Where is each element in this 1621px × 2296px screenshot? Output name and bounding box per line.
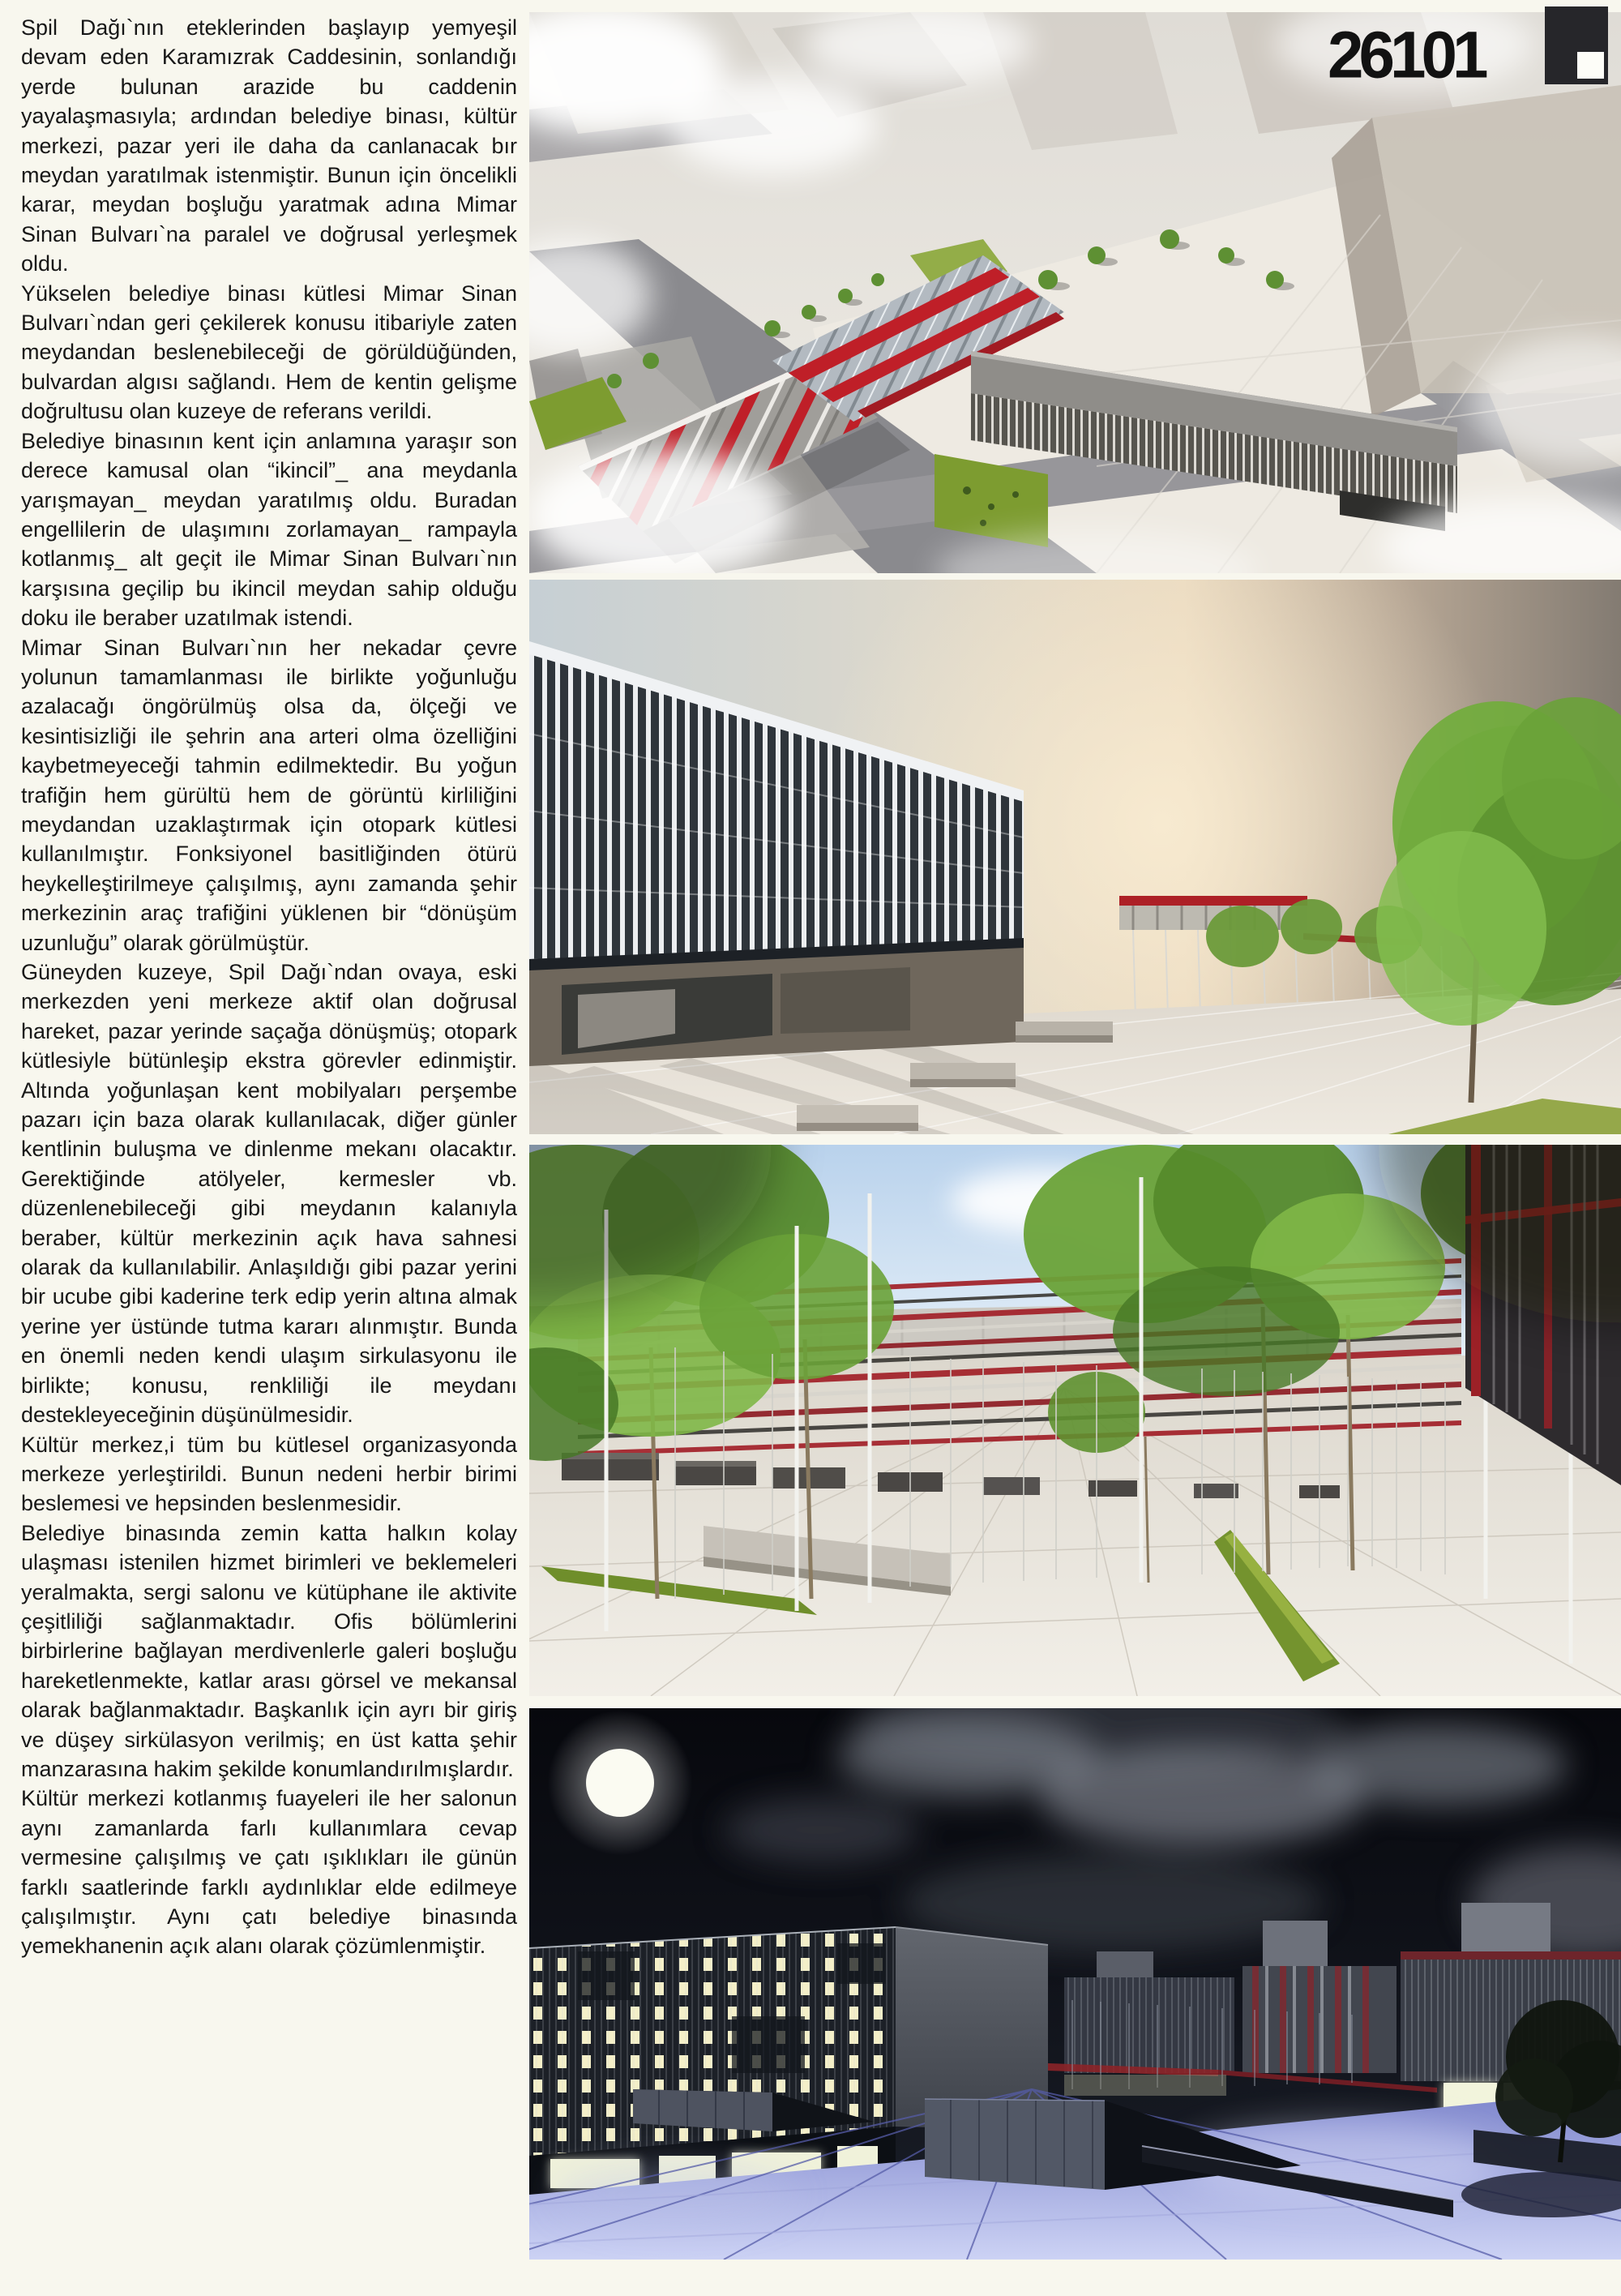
- description-paragraph: Belediye binasının kent için anlamına yaraşır son derece kamusal olan “ikincil”_ ana meydanla yarışmayan_ meydan yaratılmış oldu. Buradan engellilerin de ulaşımını zorlamayan_ rampayla kotlanmış_ alt geçit ile Mimar Sinan Bulvarı`nın karşısına geçilip bu ikincil meydan sahip olduğu doku ile beraber uzatılmak istendi.: [21, 428, 517, 631]
- aerial-render-graphic: [529, 12, 1621, 573]
- black-square-logo-icon: [1545, 6, 1608, 84]
- description-paragraph: Güneyden kuzeye, Spil Dağı`ndan ovaya, eski merkezden yeni merkeze aktif olan doğrusal hareket, pazar yerinde saçağa dönüşmüş; otopark kütlesiyle bütünleşip ekstra görevler edinmiştir. Altında yoğunlaşan kent mobilyaları perşembe pazarı için baza olarak kullanılacak, diğer günler kentlinin buluşma ve dinlenme mekanı olacaktır. Gerektiğinde atölyeler, kermesler vb. düzenlenebileceği gibi meydanın kalanıyla beraber, kültür merkezinin açık hava sahnesi olarak da kullanılabilir. Anlaşıldığı gibi pazar yerini bir ucube gibi kaderine terk edip yerin altına almak yerine yer üstünde tutma kararı alınmıştır. Bunda en önemli neden kendi ulaşım sirkulasyonu ile birlikte; konusu, renkliliği ile meydanı destekleyeceğinin düşünülmesidir.: [21, 960, 517, 1428]
- canopy-render-graphic: [529, 1145, 1621, 1696]
- description-paragraph: Yükselen belediye binası kütlesi Mimar Sinan Bulvarı`ndan geri çekilerek konusu itibariyle zaten meydandan beslenebileceği de görüldüğünden, bulvardan algısı sağlandı. Hem de kentin gelişme doğrultusu olan kuzeye de referans verildi.: [21, 281, 517, 424]
- moon: [547, 1710, 693, 1856]
- plaza-render-graphic: [529, 580, 1621, 1134]
- plaza-municipality-building-render: [529, 580, 1621, 1134]
- white-inset-square: [1577, 52, 1604, 79]
- description-paragraph: Belediye binasında zemin katta halkın kolay ulaşması istenilen hizmet birimleri ve beklemeleri yeralmakta, sergi salonu ve kütüphane ile aktivite çeşitliliği sağlanmaktadır. Ofis bölümlerini birbirlerine bağlayan merdivenlerle galeri boşluğu hareketlenmekte, katlar arası görsel ve mekansal olarak bağlanmaktadır. Başkanlık için ayrı bir giriş ve düşey sirkülasyon verilmiş; en üst katta şehir manzarasına hakim şekilde konumlandırılmışlardır.: [21, 1520, 517, 1781]
- night-view-render: [529, 1708, 1621, 2260]
- aerial-site-render: [529, 12, 1621, 573]
- description-paragraph: Kültür merkez,i tüm bu kütlesel organizasyonda merkeze yerleştirildi. Bunun nedeni herbir birimi beslemesi ve hepsinden beslenmesidir.: [21, 1432, 517, 1516]
- competition-number: 26101: [1328, 18, 1484, 92]
- market-canopy-plaza-render: [529, 1145, 1621, 1696]
- project-description: [21, 13, 517, 1961]
- description-paragraph: Kültür merkezi kotlanmış fuayeleri ile her salonun aynı zamanlarda farlı kullanımlara cevap vermesine çalışılmış ve çatı ışıklıkları ile günün farklı saatlerinde farklı aydınlıklar elde edilmeye çalışılmıştır. Aynı çatı belediye binasında yemekhanenin açık alanı olarak çözümlenmiştir.: [21, 1786, 517, 1959]
- description-paragraph: Mimar Sinan Bulvarı`nın her nekadar çevre yolunun tamamlanması ile birlikte yoğunluğu azalacağı öngörülmüş olsa da, ölçeği ve kesintisizliği ile şehrin ana arteri olma özelliğini kaybetmeyeceği tahmin edilmektedir. Bu yoğun trafiğin hem gürültü hem de görüntü kirliliğini meydandan uzaklaştırmak için otopark kütlesi kullanılmıştır. Fonksiyonel basitliğinden ötürü heykelleştirilmeye çalışılmış, aynı zamanda şehir merkezinin araç trafiğini yüklenen bir “dönüşüm uzunluğu” olarak görülmüştür.: [21, 635, 517, 955]
- night-render-graphic: [529, 1708, 1621, 2260]
- description-paragraph: Spil Dağı`nın eteklerinden başlayıp yemyeşil devam eden Karamızrak Caddesinin, sonlandığı yerde bulunan arazide bu caddenin yayalaşmasıyla; ardından belediye binası, kültür merkezi, pazar yeri ile daha da canlanacak bır meydan yaratılmak istenmiştir. Bunun için öncelikli karar, meydan boşluğu yaratmak adına Mimar Sinan Bulvarı`na paralel ve doğrusal yerleşmek oldu.: [21, 15, 517, 276]
